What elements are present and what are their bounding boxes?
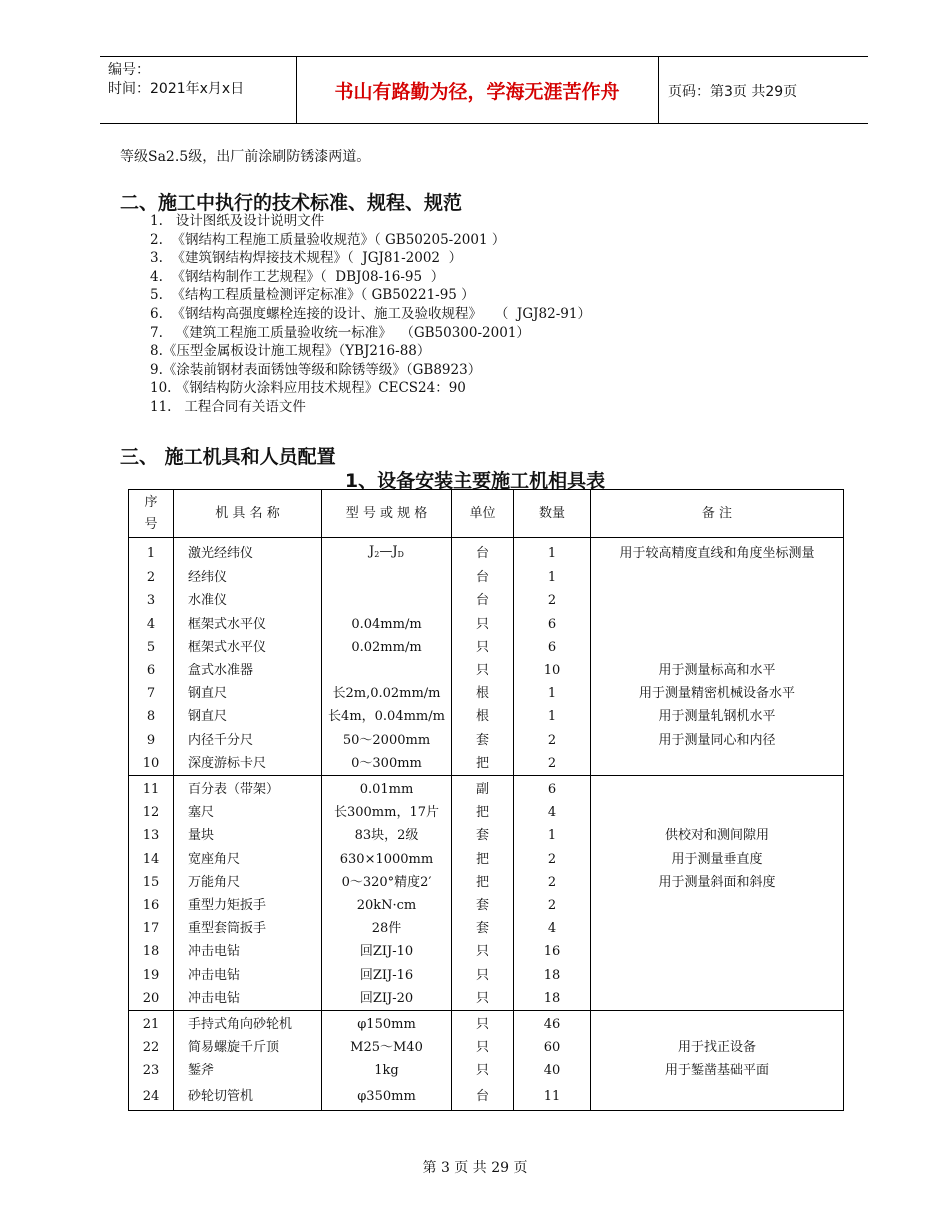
cell-note: 用于找正设备	[591, 1036, 844, 1059]
cell-note: 用于錾凿基础平面	[591, 1059, 844, 1082]
cell-model: 1kg	[322, 1059, 452, 1082]
table-row	[129, 1011, 844, 1037]
model-part: —J	[379, 544, 398, 559]
cell-model: 28件	[322, 917, 452, 940]
cell-model: 0.02mm/m	[322, 636, 452, 659]
cell-qty: 6	[514, 613, 591, 636]
cell-name: 砂轮切管机	[174, 1083, 322, 1111]
table-row	[129, 848, 844, 871]
cell-unit: 副	[452, 776, 514, 802]
header-seq-line1: 序	[144, 494, 158, 510]
cell-model: 50～2000mm	[322, 729, 452, 752]
cell-name: 冲击电钻	[174, 964, 322, 987]
cell-unit: 只	[452, 964, 514, 987]
cell-model: 回ZIJ-20	[322, 987, 452, 1011]
cell-model: 83块，2级	[322, 824, 452, 847]
table-row	[129, 1036, 844, 1059]
header-note: 备 注	[591, 490, 844, 538]
table-row	[129, 776, 844, 802]
cell-name: 经纬仪	[174, 566, 322, 589]
cell-unit: 把	[452, 801, 514, 824]
cell-unit: 只	[452, 1036, 514, 1059]
table-row	[129, 636, 844, 659]
list-item: 9.《涂装前钢材表面锈蚀等级和除锈等级》（GB8923）	[150, 361, 482, 378]
header-seq-line2: 号	[144, 516, 158, 532]
cell-note	[591, 987, 844, 1011]
cell-name: 塞尺	[174, 801, 322, 824]
cell-model: 0.01mm	[322, 776, 452, 802]
table-row	[129, 659, 844, 682]
table-row	[129, 566, 844, 589]
cell-unit: 把	[452, 848, 514, 871]
cell-qty: 1	[514, 538, 591, 567]
cell-note	[591, 917, 844, 940]
table-row	[129, 538, 844, 567]
cell-qty: 60	[514, 1036, 591, 1059]
table-header-row	[129, 490, 844, 538]
cell-model: 长4m，0.04mm/m	[322, 705, 452, 728]
cell-qty: 16	[514, 940, 591, 963]
cell-qty: 2	[514, 729, 591, 752]
table-title: 1、设备安装主要施工机相具表	[344, 470, 606, 492]
cell-note	[591, 613, 844, 636]
table-row	[129, 894, 844, 917]
cell-note: 用于测量精密机械设备水平	[591, 682, 844, 705]
cell-seq: 23	[129, 1059, 174, 1082]
cell-note: 用于测量同心和内径	[591, 729, 844, 752]
list-item: 6. 《钢结构高强度螺栓连接的设计、施工及验收规程》 （ JGJ82-91）	[150, 305, 591, 322]
cell-seq: 5	[129, 636, 174, 659]
cell-qty: 6	[514, 636, 591, 659]
cell-name: 錾斧	[174, 1059, 322, 1082]
cell-name: 万能角尺	[174, 871, 322, 894]
cell-unit: 台	[452, 566, 514, 589]
header-name: 机 具 名 称	[174, 490, 322, 538]
cell-name: 框架式水平仪	[174, 613, 322, 636]
cell-model: 长2m,0.02mm/m	[322, 682, 452, 705]
cell-note	[591, 566, 844, 589]
cell-note: 用于较高精度直线和角度坐标测量	[591, 538, 844, 567]
time-label: 时间：2021年x月x日	[108, 81, 245, 97]
model-part: 2	[374, 550, 380, 559]
cell-name: 水准仪	[174, 589, 322, 612]
cell-qty: 4	[514, 917, 591, 940]
cell-model	[322, 566, 452, 589]
cell-seq: 18	[129, 940, 174, 963]
cell-name: 宽座角尺	[174, 848, 322, 871]
cell-unit: 只	[452, 659, 514, 682]
cell-name: 激光经纬仪	[174, 538, 322, 567]
cell-qty: 11	[514, 1083, 591, 1111]
header-motto: 书山有路勤为径，学海无涯苦作舟	[334, 81, 620, 103]
cell-seq: 8	[129, 705, 174, 728]
list-item: 3. 《建筑钢结构焊接技术规程》（ JGJ81-2002 ）	[150, 250, 463, 267]
cell-seq: 7	[129, 682, 174, 705]
table-row	[129, 824, 844, 847]
cell-model: 回ZIJ-10	[322, 940, 452, 963]
header-seq	[129, 490, 174, 538]
cell-note: 用于测量斜面和斜度	[591, 871, 844, 894]
cell-unit: 只	[452, 987, 514, 1011]
cell-unit: 只	[452, 940, 514, 963]
cell-seq: 3	[129, 589, 174, 612]
cell-unit: 台	[452, 1083, 514, 1111]
cell-unit: 只	[452, 636, 514, 659]
cell-seq: 22	[129, 1036, 174, 1059]
list-item: 4. 《钢结构制作工艺规程》（ DBJ08-16-95 ）	[150, 268, 445, 285]
cell-model	[322, 589, 452, 612]
section-2-title: 二、施工中执行的技术标准、规程、规范	[120, 192, 463, 214]
cell-name: 百分表（带架）	[174, 776, 322, 802]
cell-unit: 根	[452, 682, 514, 705]
cell-model: φ150mm	[322, 1011, 452, 1037]
cell-seq: 16	[129, 894, 174, 917]
cell-note: 用于测量垂直度	[591, 848, 844, 871]
standards-list	[150, 212, 591, 417]
cell-seq: 21	[129, 1011, 174, 1037]
cell-name: 盒式水准器	[174, 659, 322, 682]
header-meta	[108, 61, 244, 99]
page-header	[100, 56, 868, 124]
cell-unit: 台	[452, 589, 514, 612]
cell-unit: 把	[452, 871, 514, 894]
cell-note	[591, 1083, 844, 1111]
table-row	[129, 705, 844, 728]
cell-qty: 10	[514, 659, 591, 682]
cell-name: 内径千分尺	[174, 729, 322, 752]
cell-unit: 套	[452, 894, 514, 917]
cell-note: 供校对和测间隙用	[591, 824, 844, 847]
cell-seq: 14	[129, 848, 174, 871]
table-row	[129, 917, 844, 940]
cell-unit: 根	[452, 705, 514, 728]
table-row	[129, 589, 844, 612]
cell-model: 0.04mm/m	[322, 613, 452, 636]
cell-qty: 1	[514, 566, 591, 589]
cell-name: 钢直尺	[174, 705, 322, 728]
cell-qty: 18	[514, 987, 591, 1011]
cell-name: 冲击电钻	[174, 940, 322, 963]
section-3-title: 三、 施工机具和人员配置	[120, 446, 336, 468]
cell-note	[591, 636, 844, 659]
intro-paragraph: 等级Sa2.5级，出厂前涂刷防锈漆两道。	[120, 149, 371, 165]
cell-unit: 只	[452, 613, 514, 636]
cell-model: 0～300mm	[322, 752, 452, 776]
header-unit: 单位	[452, 490, 514, 538]
cell-model: φ350mm	[322, 1083, 452, 1111]
cell-model: 回ZIJ-16	[322, 964, 452, 987]
cell-seq: 6	[129, 659, 174, 682]
table-row	[129, 801, 844, 824]
header-divider	[658, 57, 659, 123]
cell-name: 冲击电钻	[174, 987, 322, 1011]
cell-model	[322, 659, 452, 682]
cell-name: 量块	[174, 824, 322, 847]
cell-qty: 2	[514, 752, 591, 776]
cell-unit: 套	[452, 729, 514, 752]
table-row	[129, 1059, 844, 1082]
cell-seq: 9	[129, 729, 174, 752]
cell-note	[591, 801, 844, 824]
cell-note: 用于测量标高和水平	[591, 659, 844, 682]
cell-name: 重型力矩扳手	[174, 894, 322, 917]
cell-note	[591, 940, 844, 963]
cell-qty: 18	[514, 964, 591, 987]
table-row	[129, 1083, 844, 1111]
list-item: 10. 《钢结构防火涂料应用技术规程》CECS24：90	[150, 380, 466, 397]
table-row	[129, 987, 844, 1011]
cell-seq: 11	[129, 776, 174, 802]
cell-seq: 2	[129, 566, 174, 589]
header-model: 型 号 或 规 格	[322, 490, 452, 538]
cell-note	[591, 964, 844, 987]
cell-unit: 把	[452, 752, 514, 776]
cell-qty: 40	[514, 1059, 591, 1082]
list-item: 1. 设计图纸及设计说明文件	[150, 213, 325, 229]
cell-seq: 12	[129, 801, 174, 824]
cell-seq: 1	[129, 538, 174, 567]
cell-note	[591, 1011, 844, 1037]
cell-seq: 17	[129, 917, 174, 940]
table-row	[129, 729, 844, 752]
cell-seq: 15	[129, 871, 174, 894]
header-page-info: 页码：第3页 共29页	[668, 84, 798, 100]
cell-qty: 1	[514, 682, 591, 705]
table-row	[129, 613, 844, 636]
list-item: 11. 工程合同有关语文件	[150, 398, 306, 415]
cell-note	[591, 589, 844, 612]
cell-unit: 只	[452, 1059, 514, 1082]
cell-qty: 1	[514, 705, 591, 728]
cell-model: M25～M40	[322, 1036, 452, 1059]
table-row	[129, 682, 844, 705]
cell-seq: 19	[129, 964, 174, 987]
cell-qty: 2	[514, 871, 591, 894]
cell-qty: 4	[514, 801, 591, 824]
cell-model: 0～320°精度2′	[322, 871, 452, 894]
cell-seq: 4	[129, 613, 174, 636]
header-qty: 数量	[514, 490, 591, 538]
list-item: 2. 《钢结构工程施工质量验收规范》（ GB50205-2001 ）	[150, 231, 506, 248]
cell-model: 长300mm，17片	[322, 801, 452, 824]
cell-qty: 1	[514, 824, 591, 847]
table-row	[129, 871, 844, 894]
cell-unit: 只	[452, 1011, 514, 1037]
cell-model: 20kN·cm	[322, 894, 452, 917]
cell-note	[591, 776, 844, 802]
list-item: 7. 《建筑工程施工质量验收统一标准》 （GB50300-2001）	[150, 324, 530, 341]
tools-table	[128, 489, 844, 1111]
list-item: 5. 《结构工程质量检测评定标准》（ GB50221-95 ）	[150, 287, 475, 304]
cell-qty: 46	[514, 1011, 591, 1037]
cell-seq: 10	[129, 752, 174, 776]
cell-note: 用于测量轧钢机水平	[591, 705, 844, 728]
number-label: 编号：	[108, 62, 150, 78]
page-footer: 第 3 页 共 29 页	[422, 1160, 528, 1176]
cell-model: 630×1000mm	[322, 848, 452, 871]
model-part: D	[397, 550, 404, 559]
table-row	[129, 940, 844, 963]
cell-name: 钢直尺	[174, 682, 322, 705]
cell-qty: 2	[514, 894, 591, 917]
cell-note	[591, 752, 844, 776]
cell-seq: 20	[129, 987, 174, 1011]
cell-name: 框架式水平仪	[174, 636, 322, 659]
cell-seq: 13	[129, 824, 174, 847]
cell-name: 简易螺旋千斤顶	[174, 1036, 322, 1059]
cell-seq: 24	[129, 1083, 174, 1111]
cell-note	[591, 894, 844, 917]
cell-unit: 台	[452, 538, 514, 567]
table-row	[129, 964, 844, 987]
cell-name: 重型套筒扳手	[174, 917, 322, 940]
cell-name: 深度游标卡尺	[174, 752, 322, 776]
list-item: 8.《压型金属板设计施工规程》（YBJ216-88）	[150, 343, 431, 360]
cell-qty: 6	[514, 776, 591, 802]
table-row	[129, 752, 844, 776]
cell-qty: 2	[514, 848, 591, 871]
cell-qty: 2	[514, 589, 591, 612]
cell-name: 手持式角向砂轮机	[174, 1011, 322, 1037]
cell-unit: 套	[452, 917, 514, 940]
cell-model	[322, 538, 452, 567]
model-part: J	[369, 544, 375, 559]
cell-unit: 套	[452, 824, 514, 847]
